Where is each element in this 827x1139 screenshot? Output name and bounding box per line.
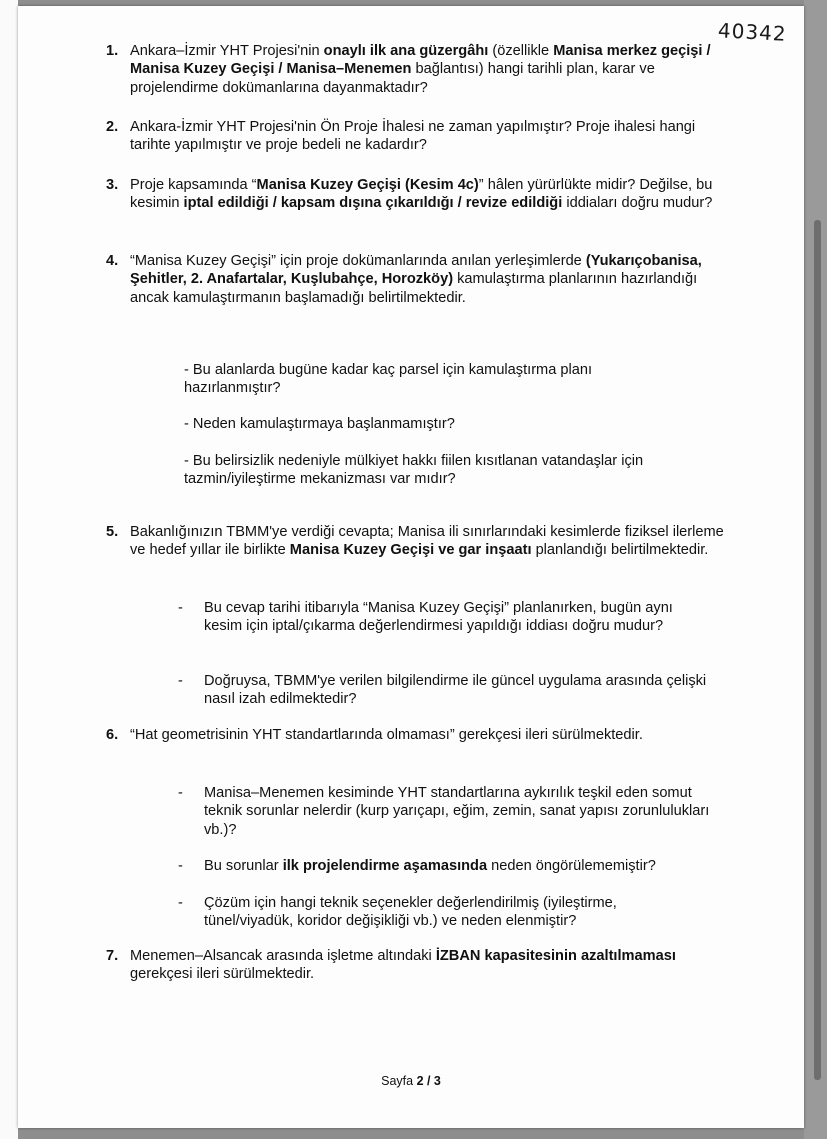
question-emphasis: Manisa Kuzey Geçişi ve gar inşaatı [289, 542, 532, 559]
sub-question-text: Çözüm için hangi teknik seçenekler değerlendirilmiş (iyileştirme, tünel/viyadük, koridor değişikliği vb.) ve neden elenmiştir? [204, 895, 617, 930]
question-emphasis: İZBAN kapasitesinin azaltılmaması [435, 948, 676, 964]
question-text: ” hâlen yürürlükte midir? Değilse, bu kesimin [130, 177, 713, 212]
question-text: planlandığı belirtilmektedir. [531, 542, 709, 559]
question-text: Bakanlığınızın TBMM'ye verdiği cevapta; Manisa ili sınırlarındaki kesimlerde fiziksel ilerleme ve hedef yıllar ile birlikte [130, 524, 724, 559]
sub-question [178, 672, 714, 709]
question-2 [106, 118, 730, 155]
question-6 [106, 726, 730, 744]
sub-question-text: Bu sorunlar [204, 858, 283, 874]
bullet-dash: - [178, 895, 183, 911]
sub-question [178, 784, 714, 839]
page-margin-left [0, 0, 18, 1139]
question-5 [106, 523, 730, 560]
sub-question: - Bu alanlarda bugüne kadar kaç parsel için kamulaştırma planı hazırlanmıştır? [184, 362, 593, 397]
question-text: “Hat geometrisinin YHT standartlarında olmaması” gerekçesi ileri sürülmektedir. [130, 727, 643, 743]
question-emphasis: Manisa merkez geçişi / Manisa Kuzey Geçişi / Manisa–Menemen [130, 43, 711, 78]
question-4 [106, 252, 730, 307]
question-text: “Manisa Kuzey Geçişi” için proje dokümanlarında anılan yerleşimlerde [130, 253, 586, 269]
question-7 [106, 947, 730, 984]
question-3 [106, 176, 730, 213]
sub-question: - Neden kamulaştırmaya başlanmamıştır? [184, 416, 455, 432]
question-number: 2. [106, 119, 119, 135]
question-1 [106, 42, 730, 97]
question-text: Proje kapsamında “ [130, 177, 257, 193]
question-emphasis: Manisa Kuzey Geçişi (Kesim 4c) [256, 177, 479, 193]
sub-question-emphasis: ilk projelendirme aşamasında [282, 858, 488, 874]
bullet-dash: - [178, 785, 183, 801]
sub-question-text: Manisa–Menemen kesiminde YHT standartlarına aykırılık teşkil eden somut teknik sorunlar nelerdir (kurp yarıçapı, eğim, zemin, sanat yapısı zorunlulukları vb.)? [204, 785, 710, 838]
question-text: Ankara–İzmir YHT Projesi'nin [130, 43, 324, 59]
sub-question: - Bu belirsizlik nedeniyle mülkiyet hakkı fiilen kısıtlanan vatandaşlar için tazmin/iyileştirme mekanizması var mıdır? [184, 453, 644, 488]
bullet-dash: - [178, 673, 183, 689]
document-page [18, 6, 804, 1128]
question-number: 5. [106, 524, 119, 540]
page-footer [18, 1074, 804, 1088]
question-text: Ankara-İzmir YHT Projesi'nin Ön Proje İhalesi ne zaman yapılmıştır? Proje ihalesi hangi tarihte yapılmıştır ve proje bedeli ne kadardır? [130, 119, 696, 154]
sub-question-text: Bu cevap tarihi itibarıyla “Manisa Kuzey Geçişi” planlanırken, bugün aynı kesim için iptal/çıkarma değerlendirmesi yapıldığı iddiası doğru mudur? [204, 600, 673, 635]
bullet-dash: - [178, 600, 183, 616]
question-text: Menemen–Alsancak arasında işletme altındaki [130, 948, 436, 964]
footer-label: Sayfa [381, 1074, 414, 1088]
question-number: 1. [106, 43, 119, 59]
sub-question-text: Doğruysa, TBMM'ye verilen bilgilendirme ile güncel uygulama arasında çelişki nasıl izah edilmektedir? [204, 673, 707, 708]
sub-question [178, 857, 724, 875]
question-number: 6. [106, 727, 119, 743]
question-text: iddiaları doğru mudur? [562, 195, 713, 212]
question-text: kamulaştırma planlarının hazırlandığı ancak kamulaştırmanın başlamadığı belirtilmektedir. [130, 271, 698, 306]
question-number: 7. [106, 948, 119, 964]
sub-question [178, 599, 684, 636]
question-text: gerekçesi ileri sürülmektedir. [130, 966, 315, 983]
handwritten-doc-number: 40342 [717, 18, 788, 46]
page-number: 2 / 3 [416, 1074, 441, 1088]
question-text: bağlantısı) hangi tarihli plan, karar ve projelendirme dokümanlarına dayanmaktadır? [130, 61, 655, 96]
question-emphasis: iptal edildiği / kapsam dışına çıkarıldığı / revize edildiği [183, 195, 563, 212]
question-number: 3. [106, 177, 119, 193]
question-text: (özellikle [488, 43, 554, 59]
question-emphasis: (Yukarıçobanisa, Şehitler, 2. Anafartalar, Kuşlubahçe, Horozköy) [130, 253, 702, 288]
question-emphasis: onaylı ilk ana güzergâhı [323, 43, 489, 59]
bullet-dash: - [178, 858, 183, 874]
scrollbar[interactable] [814, 220, 821, 1080]
sub-question-text: neden öngörülememiştir? [487, 858, 656, 874]
question-number: 4. [106, 253, 119, 269]
sub-question [178, 894, 704, 931]
